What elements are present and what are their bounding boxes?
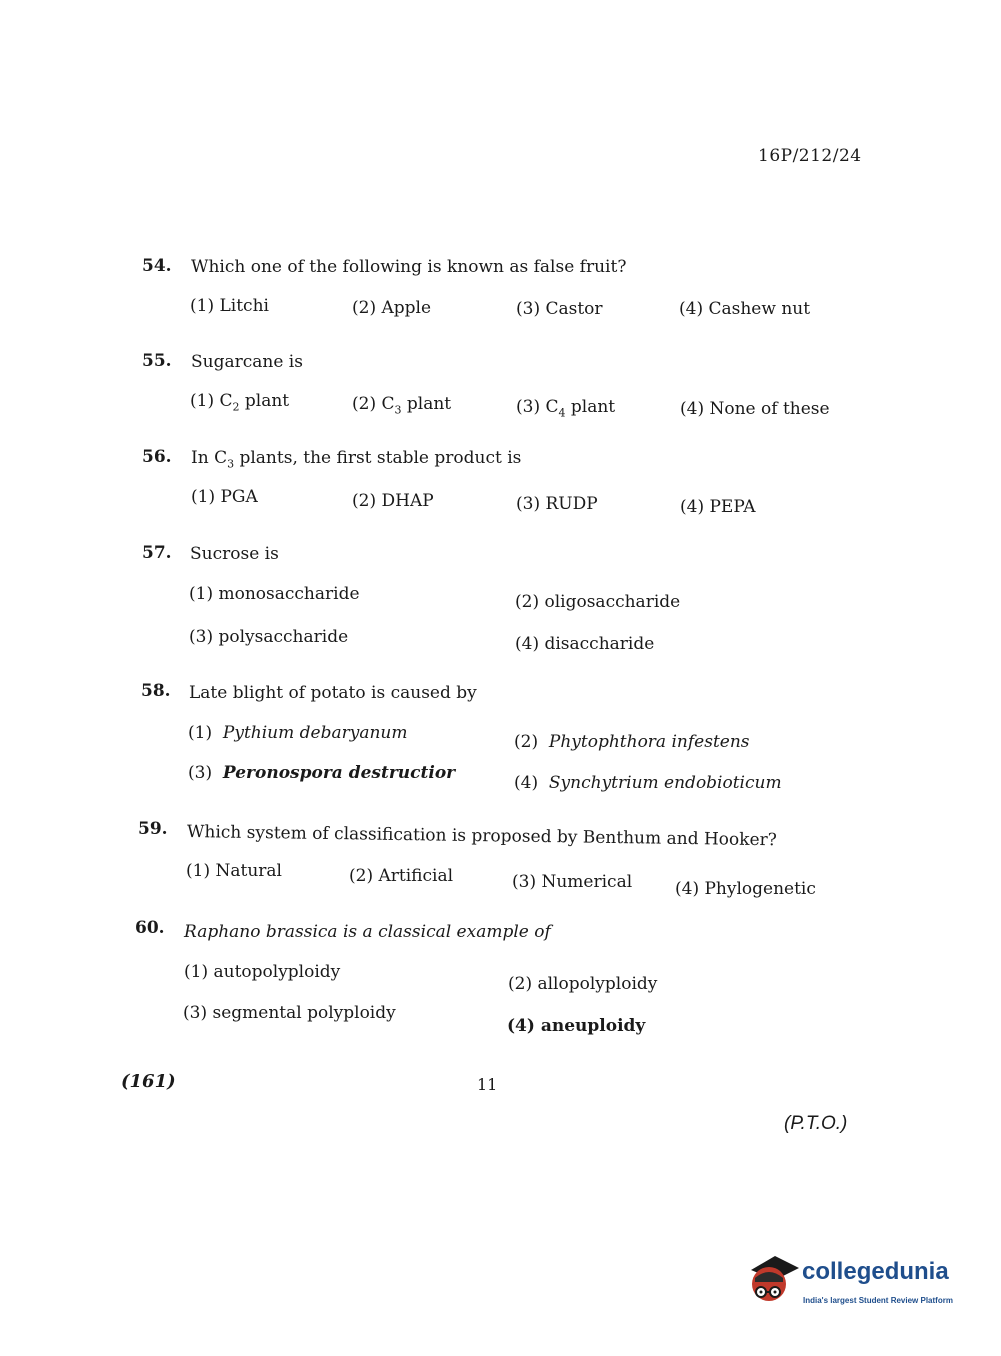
option-4: (4) Phylogenetic [675, 879, 816, 899]
option-3: (3) $C_4$ plant [516, 397, 616, 420]
option-1: (1) Natural [186, 861, 282, 881]
question-number: 60. [135, 918, 165, 938]
option-2: (2) $C_3$ plant [352, 394, 452, 417]
option-1: (1) autopolyploidy [184, 962, 341, 982]
question-number: 56. [142, 447, 172, 467]
option-3: (3) Numerical [512, 872, 633, 892]
option-4: (4) PEPA [680, 497, 756, 517]
option-1: (1) Pythium debaryanum [188, 723, 408, 743]
question-number: 57. [142, 543, 172, 563]
pto-note: (P.T.O.) [784, 1113, 848, 1134]
option-2: (2) Phytophthora infestens [514, 732, 750, 752]
question-text: Sucrose is [190, 544, 279, 564]
option-2: (2) allopolyploidy [508, 974, 658, 994]
option-3: (3) Castor [516, 299, 603, 319]
option-4: (4) Synchytrium endobioticum [514, 773, 782, 793]
question-text: Raphano brassica is a classical example of [184, 922, 551, 942]
question-text: In $C_3$ plants, the first stable product is [191, 448, 522, 471]
option-4: (4) None of these [680, 399, 830, 419]
brand-tagline: India's largest Student Review Platform [803, 1296, 953, 1305]
option-3: (3) RUDP [516, 494, 598, 514]
option-2: (2) Apple [352, 298, 432, 318]
option-1: (1) PGA [191, 487, 258, 507]
option-3: (3) Peronospora destructior [188, 763, 456, 783]
question-number: 59. [138, 819, 168, 839]
question-text: Which system of classification is proposed by Benthum and Hooker? [186, 822, 777, 851]
paper-code: 16P/212/24 [758, 146, 862, 166]
option-2: (2) oligosaccharide [515, 592, 681, 612]
question-number: 58. [141, 681, 171, 701]
option-1: (1) Litchi [190, 296, 269, 316]
question-text: Which one of the following is known as false fruit? [191, 257, 627, 277]
booklet-code: (161) [121, 1071, 176, 1092]
question-number: 54. [142, 256, 172, 276]
question-text: Late blight of potato is caused by [189, 683, 477, 703]
option-2: (2) DHAP [352, 491, 434, 511]
option-3: (3) segmental polyploidy [183, 1003, 396, 1023]
option-3: (3) polysaccharide [189, 627, 349, 647]
page-number: 11 [477, 1075, 498, 1094]
brand-name: collegedunia [802, 1258, 949, 1285]
mascot-icon [745, 1252, 801, 1310]
option-1: (1) $C_2$ plant [190, 391, 290, 414]
collegedunia-logo [745, 1252, 975, 1314]
option-4: (4) Cashew nut [679, 299, 811, 319]
option-4: (4) aneuploidy [507, 1016, 646, 1036]
option-1: (1) monosaccharide [189, 584, 360, 604]
question-text: Sugarcane is [191, 352, 303, 372]
option-2: (2) Artificial [349, 866, 454, 886]
question-number: 55. [142, 351, 172, 371]
option-4: (4) disaccharide [515, 634, 655, 654]
